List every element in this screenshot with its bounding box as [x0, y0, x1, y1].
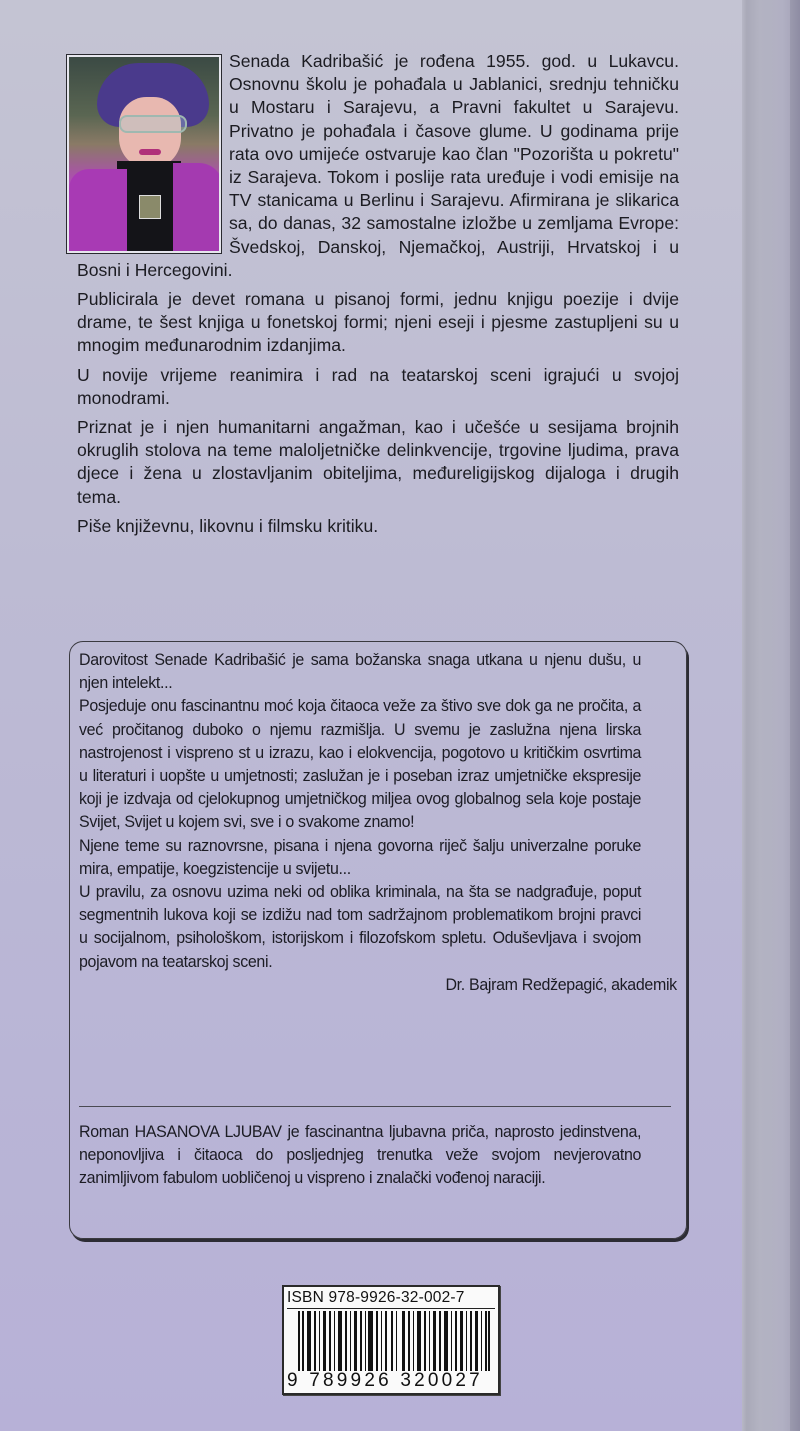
spine-edge — [790, 0, 800, 1431]
author-bio — [77, 50, 679, 538]
isbn-barcode — [282, 1285, 500, 1395]
book-blurb — [79, 1120, 641, 1190]
blurb-paragraph: Roman HASANOVA LJUBAV je fascinantna ljubavna priča, naprosto jedinstvena, neponovljiva i čitaoca do posljednjeg trenutka veže svojom nevjerovatno zanimljivom fabulom uobličenoj u vispreno i znalački vođenoj naraciji. — [79, 1122, 642, 1188]
review-paragraph: Posjeduje onu fascinantnu moć koja čitaoca veže za štivo sve dok ga ne pročita, a već pročitanog duboko o njemu razmišlja. U svemu je zaslužna njena lirska nastrojenost i vispreno st u izrazu, kao i elokvencija, pogotovo u kritičkim osvrtima u literaturi i uopšte u umjetnosti; zaslužan je i poseban izraz umjetničke ekspresije koji je izdvaja od cjelokupnog umjetničkog miljea ovog globalnog sela koje postaje Svijet, Svijet u kojem svi, sve i o svakome znamo! — [79, 696, 642, 832]
bio-paragraph: Publicirala je devet romana u pisanoj formi, jednu knjigu poezije i dvije drame, te šest knjiga u fonetskoj formi; njeni eseji i pjesme zastupljeni su u mnogim međunarodnim izdanjima. — [77, 289, 679, 356]
barcode-bars — [298, 1311, 490, 1371]
review-paragraph: Darovitost Senade Kadribašić je sama božanska snaga utkana u njenu dušu, u njen intelekt... — [79, 650, 642, 693]
photo-float-spacer — [77, 50, 229, 258]
bio-paragraph: Priznat je i njen humanitarni angažman, kao i učešće u sesijama brojnih okruglih stolova na teme maloljetničke delinkvencije, trgovine ljudima, prava djece i žena u zlostavljanim obiteljima, međureligijskog dijaloga i drugih tema. — [77, 417, 679, 507]
bio-paragraph: Piše književnu, likovnu i filmsku kritiku. — [77, 515, 379, 536]
bio-paragraph: Senada Kadribašić je rođena 1955. god. u Lukavcu. Osnovnu školu je pohađala u Jablanici, srednju tehničku u Mostaru i Sarajevu, a Pravni fakultet u Sarajevu. Privatno je pohađala i časove glume. U godinama prije rata ovo umijeće ostvaruje kao član "Pozorišta u pokretu" iz Sarajeva. Tokom i poslije rata uređuje i vodi emisije na TV stanicama u Berlinu i Sarajevu. Afirmirana je slikarica sa, do danas, 32 samostalne izložbe u zemljama Evrope: Švedskoj, Danskoj, Njemačkoj, Austriji, Hrvatskoj i u Bosni i Hercegovini. — [77, 51, 679, 280]
review-paragraph: U pravilu, za osnovu uzima neki od oblika kriminala, na šta se nadgrađuje, poput segmentnih lukova koji se izdižu nad tom sadržajnom problematikom brojni pravci u socijalnom, psihološkom, istorijskom i filozofskom spletu. Oduševljava i svojom pojavom na teatarskoj sceni. — [79, 882, 642, 971]
isbn-label: ISBN 978-9926-32-002-7 — [287, 1288, 495, 1309]
review-signature: Dr. Bajram Redžepagić, akademik — [445, 974, 677, 994]
review-divider — [79, 1106, 671, 1107]
bio-paragraph: U novije vrijeme reanimira i rad na teatarskoj sceni igrajući u svojoj monodrami. — [77, 364, 679, 408]
review-text — [79, 648, 677, 996]
review-paragraph: Njene teme su raznovrsne, pisana i njena govorna riječ šalju univerzalne poruke mira, empatije, koegzistencije u svijetu... — [79, 835, 642, 878]
isbn-digits: 9 789926 320027 — [287, 1370, 483, 1391]
